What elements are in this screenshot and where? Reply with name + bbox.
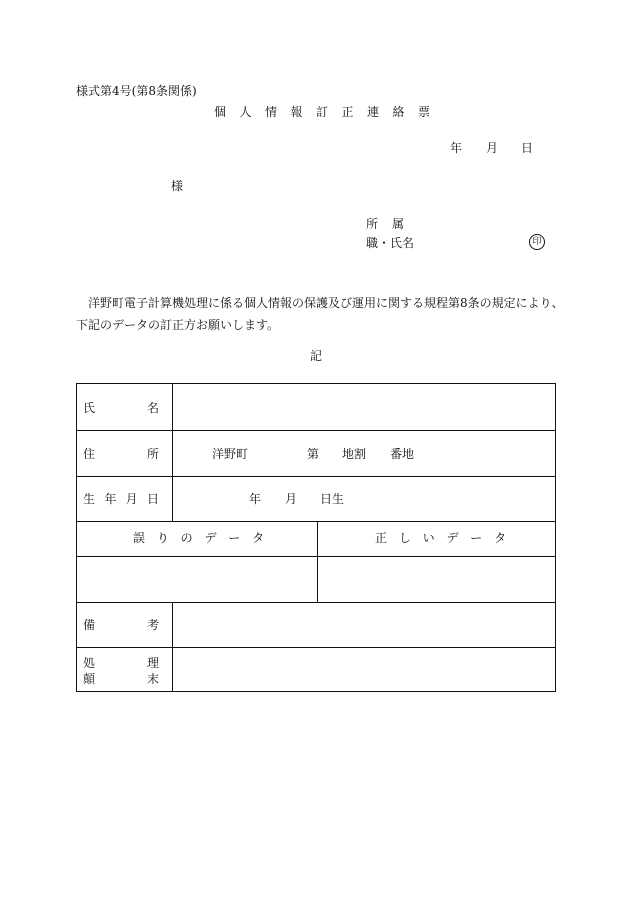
department-label: 所属 bbox=[366, 217, 419, 231]
birth-month-label: 月 bbox=[285, 492, 298, 506]
title-name-label: 職・氏名 bbox=[366, 236, 415, 250]
row-divider bbox=[77, 476, 555, 477]
address-town: 洋野町 bbox=[212, 447, 249, 461]
wrong-data-field[interactable] bbox=[78, 557, 316, 601]
date-day-label: 日 bbox=[521, 141, 534, 155]
correction-form-table bbox=[76, 383, 556, 692]
address-row-label: 住 所 bbox=[83, 447, 159, 461]
correct-data-field[interactable] bbox=[318, 557, 555, 601]
birthdate-row-label: 生 年 月 日 bbox=[83, 492, 159, 506]
remarks-field[interactable] bbox=[173, 603, 555, 646]
date-month-label: 月 bbox=[486, 141, 499, 155]
correct-data-header: 正 し い デ ー タ bbox=[375, 531, 511, 545]
processing-row-label-line1: 処 理 bbox=[83, 656, 159, 670]
ki-label: 記 bbox=[310, 349, 323, 363]
recipient-suffix: 様 bbox=[171, 179, 184, 193]
name-field[interactable] bbox=[173, 385, 555, 429]
address-banchi: 番地 bbox=[390, 447, 415, 461]
wrong-data-header: 誤 り の デ ー タ bbox=[133, 531, 269, 545]
address-dai: 第 bbox=[307, 447, 320, 461]
processing-row-label-line2: 顛 末 bbox=[83, 672, 159, 686]
date-year-label: 年 bbox=[450, 141, 463, 155]
birth-year-label: 年 bbox=[249, 492, 262, 506]
row-divider bbox=[77, 430, 555, 431]
form-number: 様式第4号(第8条関係) bbox=[76, 84, 197, 98]
name-row-label: 氏 名 bbox=[83, 401, 159, 415]
birth-day-label: 日生 bbox=[320, 492, 345, 506]
row-divider bbox=[77, 521, 555, 522]
request-body-text: 洋野町電子計算機処理に係る個人情報の保護及び運用に関する規程第8条の規定により、下記のデータの訂正方お願いします。 bbox=[76, 296, 564, 332]
page-title: 個人情報訂正連絡票 bbox=[214, 105, 444, 119]
processing-result-field[interactable] bbox=[173, 648, 555, 691]
address-chiwari: 地割 bbox=[342, 447, 367, 461]
remarks-row-label: 備 考 bbox=[83, 618, 159, 632]
seal-mark: 印 bbox=[529, 234, 545, 250]
